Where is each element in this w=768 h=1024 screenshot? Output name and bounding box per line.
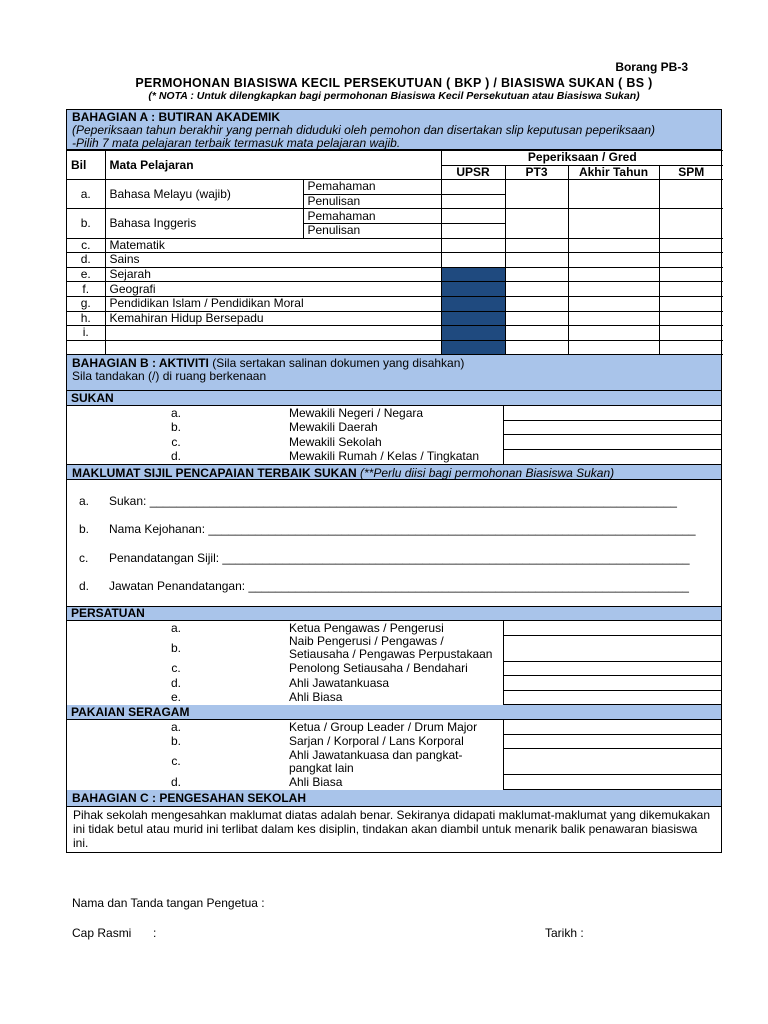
spacer-cell	[505, 340, 568, 355]
grade-cell[interactable]	[505, 253, 568, 268]
signature-cap-colon: :	[153, 926, 157, 940]
item-label: Penolong Setiausaha / Bendahari	[285, 661, 503, 676]
sijil-title: MAKLUMAT SIJIL PENCAPAIAN TERBAIK SUKAN	[72, 465, 357, 480]
row-number: a.	[67, 180, 105, 209]
item-label: Sarjan / Korporal / Lans Korporal	[285, 734, 503, 749]
sijil-section	[67, 480, 721, 606]
list-item	[67, 435, 721, 450]
list-item	[67, 406, 721, 421]
bahagian-b-title-note: (Sila sertakan salinan dokumen yang disahkan)	[212, 356, 465, 371]
sukan-table	[67, 391, 721, 464]
subject-name: Bahasa Melayu (wajib)	[105, 180, 303, 209]
tick-box[interactable]	[503, 720, 721, 735]
tick-box[interactable]	[503, 621, 721, 636]
list-item	[67, 676, 721, 691]
subject-name: Bahasa Inggeris	[105, 209, 303, 238]
signature-tarikh: Tarikh :	[545, 926, 584, 940]
list-item	[67, 749, 721, 775]
grade-cell[interactable]	[568, 180, 659, 209]
grade-cell[interactable]	[441, 238, 505, 253]
list-item	[67, 734, 721, 749]
sub-pemahaman: Pemahaman	[303, 209, 441, 224]
table-row	[67, 238, 723, 253]
shaded-cell	[441, 267, 505, 282]
form-code: Borang PB-3	[615, 60, 688, 74]
shaded-cell	[441, 311, 505, 326]
item-number: b.	[170, 420, 181, 435]
item-label: Mewakili Sekolah	[285, 435, 503, 450]
grade-cell[interactable]	[659, 296, 723, 311]
item-number: a.	[170, 620, 181, 635]
signature-nama: Nama dan Tanda tangan Pengetua :	[72, 896, 265, 910]
list-item	[67, 420, 721, 435]
grade-cell[interactable]	[568, 282, 659, 297]
item-number: c.	[171, 754, 181, 769]
grade-cell[interactable]	[505, 238, 568, 253]
row-number: b.	[67, 209, 105, 238]
spacer-cell	[659, 340, 723, 355]
bahagian-a-line1: (Peperiksaan tahun berakhir yang pernah diduduki oleh pemohon dan disertakan slip keputusan peperiksaan)	[72, 123, 656, 137]
row-number: i.	[67, 326, 105, 341]
item-label: Mewakili Negeri / Negara	[285, 406, 503, 421]
list-item	[67, 720, 721, 735]
col-pt3: PT3	[505, 165, 568, 180]
item-number: a.	[79, 493, 90, 508]
col-exam-group: Peperiksaan / Gred	[441, 151, 723, 166]
item-label: Mewakili Rumah / Kelas / Tingkatan	[285, 449, 503, 464]
subject-name: Sejarah	[105, 267, 441, 282]
tick-box[interactable]	[503, 676, 721, 691]
item-number: d.	[170, 774, 181, 789]
sijil-title-note: (**Perlu diisi bagi permohonan Biasiswa Sukan)	[360, 465, 615, 480]
item-number: b.	[170, 734, 181, 749]
persatuan-table	[67, 606, 721, 706]
sub-penulisan: Penulisan	[303, 223, 441, 238]
row-number: d.	[67, 253, 105, 268]
col-upsr: UPSR	[441, 165, 505, 180]
table-row	[67, 267, 723, 282]
sub-pemahaman: Pemahaman	[303, 180, 441, 195]
tick-box[interactable]	[503, 661, 721, 676]
table-row	[67, 311, 723, 326]
tick-box[interactable]	[503, 449, 721, 464]
grade-cell[interactable]	[441, 194, 505, 209]
subject-name: Matematik	[105, 238, 441, 253]
list-item	[67, 775, 721, 790]
bahagian-c-text: Pihak sekolah mengesahkan maklumat diatas adalah benar. Sekiranya didapati maklumat-maklumat yang dikemukakan ini tidak betul atau murid ini terlibat dalam kes disiplin, tindakan akan diambil untuk menarik balik penawaran biasiswa ini.	[73, 807, 711, 850]
shaded-cell	[441, 326, 505, 341]
grade-cell[interactable]	[505, 326, 568, 341]
shaded-cell	[441, 340, 505, 355]
item-number: d.	[170, 675, 181, 690]
grade-cell[interactable]	[441, 209, 505, 224]
item-number: a.	[170, 405, 181, 420]
bahagian-a-title: BAHAGIAN A : BUTIRAN AKADEMIK	[72, 110, 280, 124]
item-label: Ketua / Group Leader / Drum Major	[285, 720, 503, 735]
grade-cell[interactable]	[659, 311, 723, 326]
col-subject: Mata Pelajaran	[105, 151, 441, 180]
item-label: Naib Pengerusi / Pengawas / Setiausaha / Pengawas Perpustakaan	[285, 635, 503, 661]
sukan-title: SUKAN	[67, 391, 721, 406]
table-row	[67, 209, 723, 224]
col-akhir-tahun: Akhir Tahun	[568, 165, 659, 180]
table-row	[67, 180, 723, 195]
grade-cell[interactable]	[659, 238, 723, 253]
grade-cell[interactable]	[568, 296, 659, 311]
bahagian-c-header	[67, 790, 721, 807]
grade-cell[interactable]	[568, 311, 659, 326]
grade-cell[interactable]	[441, 253, 505, 268]
item-label: Ahli Biasa	[285, 775, 503, 790]
form-note: (* NOTA : Untuk dilengkapkan bagi permohonan Biasiswa Kecil Persekutuan atau Biasiswa Sukan)	[148, 90, 640, 102]
tick-box[interactable]	[503, 406, 721, 421]
subject-name: Kemahiran Hidup Bersepadu	[105, 311, 441, 326]
grade-cell[interactable]	[505, 296, 568, 311]
shaded-cell	[441, 296, 505, 311]
item-label: Ahli Jawatankuasa	[285, 676, 503, 691]
sijil-field-penandatangan[interactable]: Penandatangan Sijil: ______________________________________________________________________	[109, 550, 690, 565]
grade-cell[interactable]	[568, 267, 659, 282]
grade-cell[interactable]	[659, 209, 723, 238]
item-label: Ahli Biasa	[285, 690, 503, 705]
grade-cell[interactable]	[659, 267, 723, 282]
item-number: c.	[171, 661, 181, 676]
list-item	[67, 661, 721, 676]
bahagian-c-title: BAHAGIAN C : PENGESAHAN SEKOLAH	[72, 790, 307, 805]
bahagian-b-line2: Sila tandakan (/) di ruang berkenaan	[72, 369, 267, 384]
table-row	[67, 253, 723, 268]
spacer-cell	[568, 340, 659, 355]
grade-cell[interactable]	[659, 180, 723, 209]
academic-table	[67, 150, 723, 355]
spacer-cell	[67, 340, 105, 355]
tick-box[interactable]	[503, 690, 721, 705]
spacer-cell	[105, 340, 441, 355]
tick-box[interactable]	[503, 435, 721, 450]
grade-cell[interactable]	[505, 209, 568, 238]
item-number: a.	[170, 719, 181, 734]
sijil-field-sukan[interactable]: Sukan: _______________________________________________________________________________	[109, 493, 677, 508]
item-label: Ahli Jawatankuasa dan pangkat-pangkat lain	[285, 749, 503, 775]
tick-box[interactable]	[503, 635, 721, 661]
grade-cell[interactable]	[568, 209, 659, 238]
table-row	[67, 326, 723, 341]
row-number: h.	[67, 311, 105, 326]
grade-cell[interactable]	[659, 326, 723, 341]
item-number: e.	[170, 690, 181, 705]
item-label: Mewakili Daerah	[285, 420, 503, 435]
bahagian-a-line2: -Pilih 7 mata pelajaran terbaik termasuk mata pelajaran wajib.	[72, 136, 401, 150]
item-number: d.	[170, 449, 181, 464]
pakaian-table	[67, 705, 721, 790]
bahagian-b-header	[67, 355, 721, 391]
item-number: c.	[171, 434, 181, 449]
persatuan-title: PERSATUAN	[67, 606, 721, 621]
bahagian-a-header	[67, 110, 721, 150]
row-number: f.	[67, 282, 105, 297]
table-row	[67, 282, 723, 297]
form-frame	[66, 109, 722, 853]
grade-cell[interactable]	[441, 223, 505, 238]
pakaian-title: PAKAIAN SERAGAM	[67, 705, 721, 720]
sijil-field-kejohanan[interactable]: Nama Kejohanan: _________________________________________________________________________	[109, 521, 696, 536]
table-row	[67, 340, 723, 355]
list-item	[67, 635, 721, 661]
subject-name[interactable]	[105, 326, 441, 341]
subject-name: Geografi	[105, 282, 441, 297]
grade-cell[interactable]	[505, 180, 568, 209]
tick-box[interactable]	[503, 420, 721, 435]
item-label: Ketua Pengawas / Pengerusi	[285, 621, 503, 636]
row-number: e.	[67, 267, 105, 282]
col-bil: Bil	[67, 151, 105, 180]
tick-box[interactable]	[503, 749, 721, 775]
sijil-field-jawatan[interactable]: Jawatan Penandatangan: __________________________________________________________________	[109, 578, 689, 593]
grade-cell[interactable]	[505, 311, 568, 326]
shaded-cell	[441, 282, 505, 297]
sijil-header	[67, 464, 721, 480]
grade-cell[interactable]	[568, 326, 659, 341]
bahagian-b-title: BAHAGIAN B : AKTIVITI	[72, 356, 209, 371]
grade-cell[interactable]	[441, 180, 505, 195]
list-item	[67, 449, 721, 464]
subject-name: Sains	[105, 253, 441, 268]
subject-name: Pendidikan Islam / Pendidikan Moral	[105, 296, 441, 311]
tick-box[interactable]	[503, 775, 721, 790]
col-spm: SPM	[659, 165, 723, 180]
grade-cell[interactable]	[505, 282, 568, 297]
grade-cell[interactable]	[659, 253, 723, 268]
sub-penulisan: Penulisan	[303, 194, 441, 209]
signature-cap: Cap Rasmi	[72, 926, 132, 940]
table-row	[67, 296, 723, 311]
item-number: c.	[79, 550, 89, 565]
row-number: c.	[67, 238, 105, 253]
grade-cell[interactable]	[568, 253, 659, 268]
grade-cell[interactable]	[568, 238, 659, 253]
item-number: d.	[79, 578, 90, 593]
list-item	[67, 621, 721, 636]
form-title: PERMOHONAN BIASISWA KECIL PERSEKUTUAN ( BKP ) / BIASISWA SUKAN ( BS )	[135, 76, 653, 90]
item-number: b.	[79, 521, 90, 536]
grade-cell[interactable]	[505, 267, 568, 282]
tick-box[interactable]	[503, 734, 721, 749]
grade-cell[interactable]	[659, 282, 723, 297]
list-item	[67, 690, 721, 705]
item-number: b.	[170, 640, 181, 655]
row-number: g.	[67, 296, 105, 311]
